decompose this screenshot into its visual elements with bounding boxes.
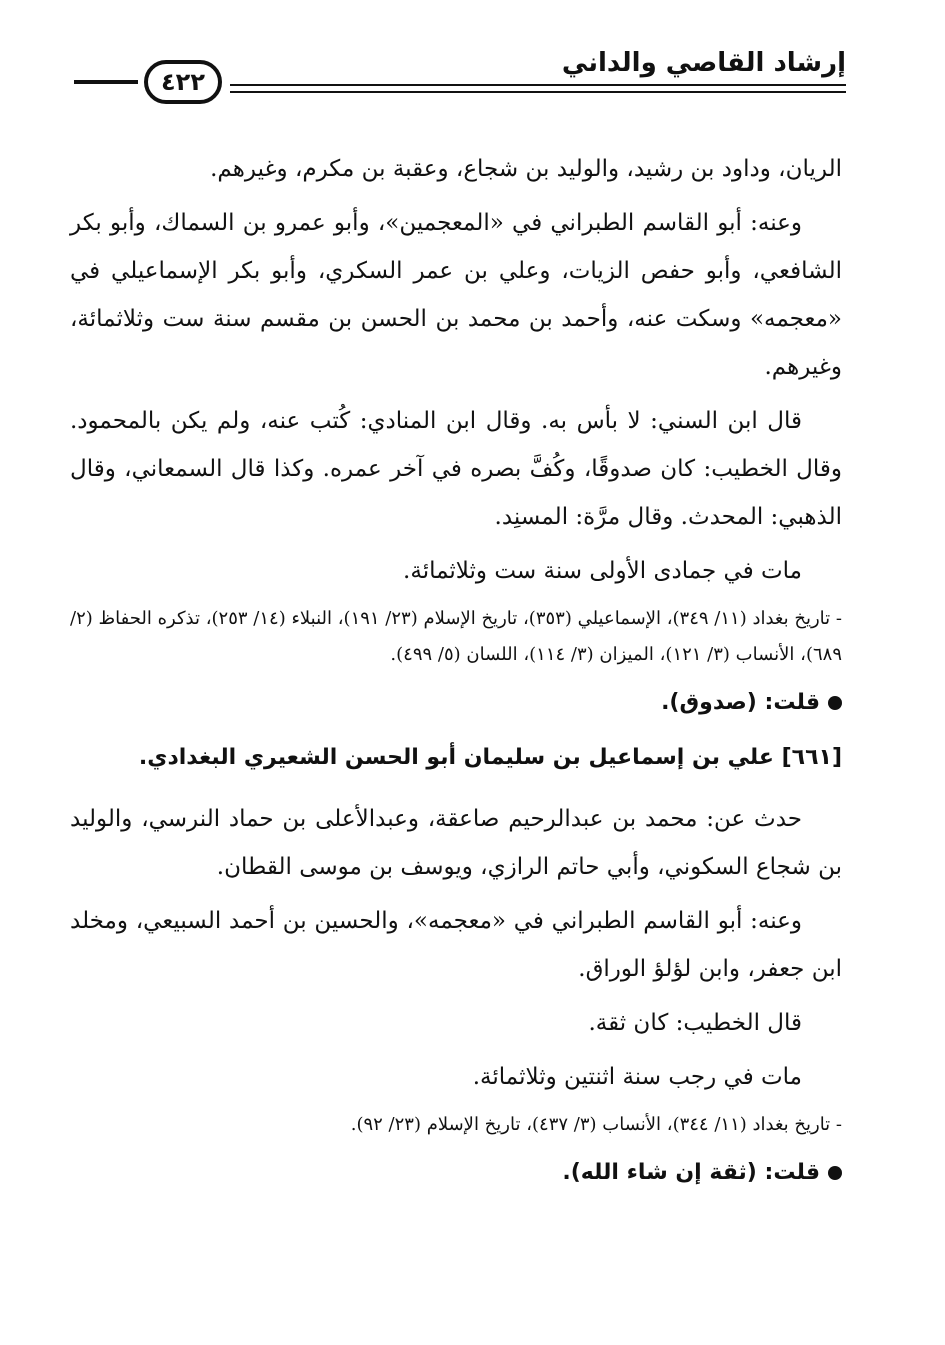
paragraph: وعنه: أبو القاسم الطبراني في «معجمه»، والحسين بن أحمد السبيعي، ومخلد ابن جعفر، وابن لؤلؤ الوراق. — [70, 908, 842, 982]
paragraph: قال ابن السني: لا بأس به. وقال ابن المنادي: كُتب عنه، ولم يكن بالمحمود. وقال الخطيب: كان صدوقًا، وكُفَّ بصره في آخر عمره. وكذا قال السمعاني، وقال الذهبي: المحدث. وقال مرَّة: المسنِد. — [70, 408, 842, 530]
bullet-icon — [828, 696, 842, 710]
verdict — [70, 1151, 842, 1195]
page-number: ٤٢٢ — [161, 68, 205, 96]
page-number-badge — [144, 60, 222, 104]
book-title: إرشاد القاصي والداني — [561, 48, 846, 78]
header-rule-left — [74, 80, 138, 84]
paragraph: الريان، وداود بن رشيد، والوليد بن شجاع، وعقبة بن مكرم، وغيرهم. — [210, 156, 842, 182]
entry-title: [٦٦١] علي بن إسماعيل بن سليمان أبو الحسن الشعيري البغدادي. — [138, 745, 842, 770]
page-header — [60, 40, 846, 110]
paragraph: حدث عن: محمد بن عبدالرحيم صاعقة، وعبدالأعلى بن حماد النرسي، والوليد بن شجاع السكوني، وأبي حاتم الرازي، ويوسف بن موسى القطان. — [70, 806, 842, 880]
sources-list: - تاريخ بغداد (١١/ ٣٤٤)، الأنساب (٣/ ٤٣٧)، تاريخ الإسلام (٢٣/ ٩٢). — [350, 1114, 842, 1135]
bullet-icon — [828, 1166, 842, 1180]
paragraph: مات في رجب سنة اثنتين وثلاثمائة. — [472, 1064, 802, 1090]
verdict-text: قلت: (ثقة إن شاء الله). — [562, 1160, 820, 1185]
header-rule-double — [230, 84, 846, 93]
page-body — [70, 145, 842, 1205]
paragraph: وعنه: أبو القاسم الطبراني في «المعجمين»، وأبو عمرو بن السماك، وأبو بكر الشافعي، وأبو حفص الزيات، وعلي بن عمر السكري، وأبو بكر الإسماعيلي في «معجمه» وسكت عنه، وأحمد بن محمد بن الحسن بن مقسم سنة ست وثلاثمائة، وغيرهم. — [70, 210, 842, 380]
paragraph: مات في جمادى الأولى سنة ست وثلاثمائة. — [403, 558, 802, 584]
paragraph: قال الخطيب: كان ثقة. — [588, 1010, 802, 1036]
sources-list: - تاريخ بغداد (١١/ ٣٤٩)، الإسماعيلي (٣٥٣)، تاريخ الإسلام (٢٣/ ١٩١)، النبلاء (١٤/ ٢٥٣)، تذكره الحفاظ (٢/ ٦٨٩)، الأنساب (٣/ ١٢١)، الميزان (٣/ ١١٤)، اللسان (٥/ ٤٩٩). — [70, 608, 842, 665]
verdict-text: قلت: (صدوق). — [661, 690, 820, 715]
verdict — [70, 681, 842, 725]
